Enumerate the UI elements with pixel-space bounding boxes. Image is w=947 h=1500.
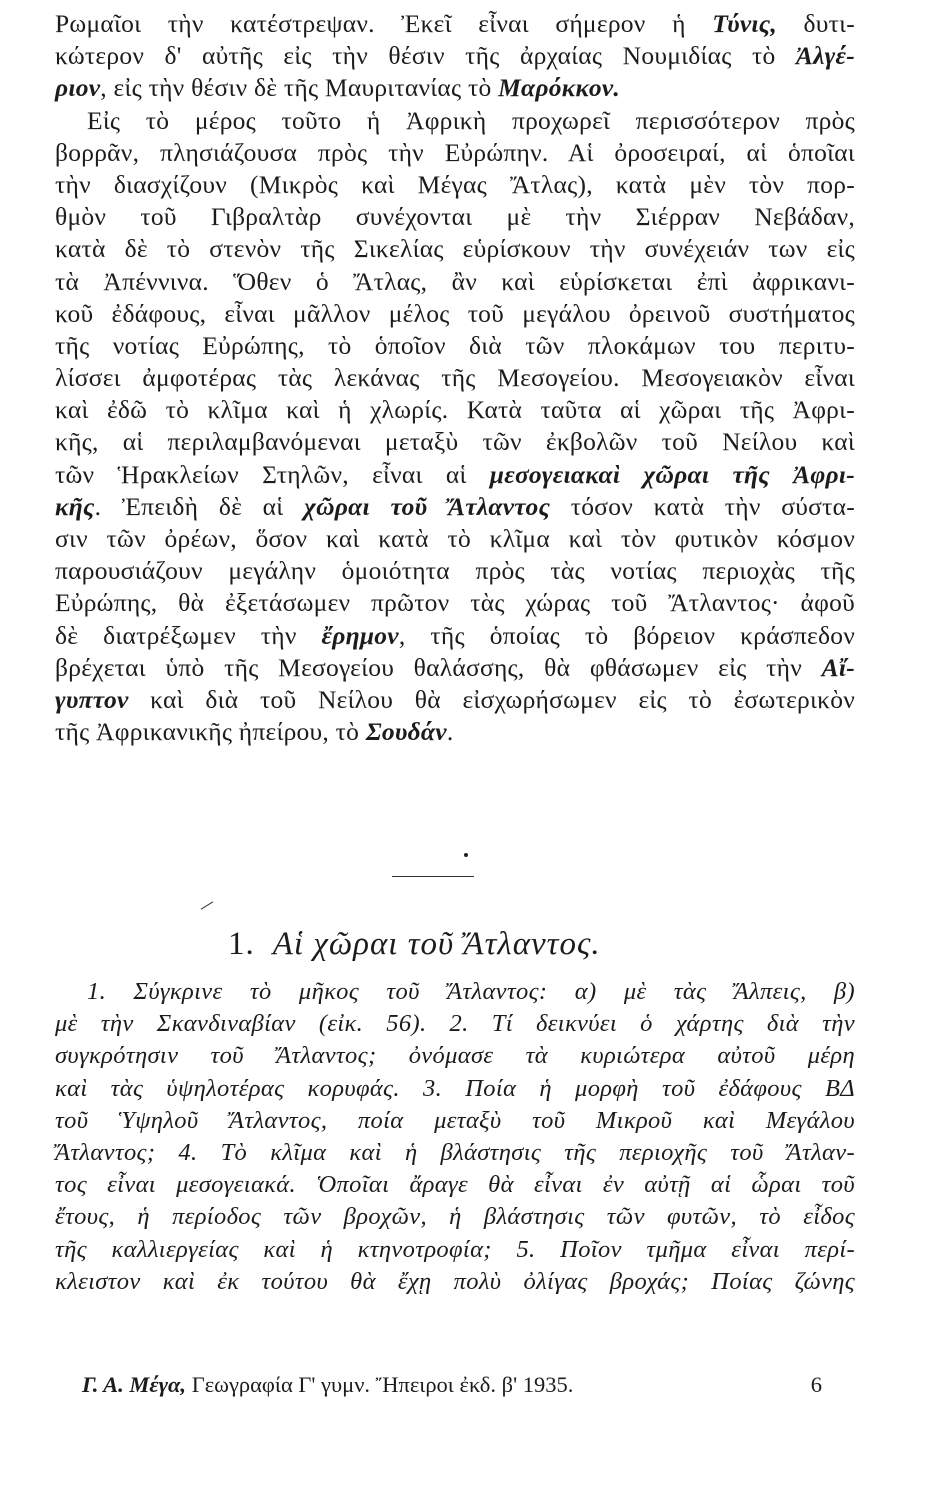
main-paragraph [55,8,855,748]
text-line [55,684,855,716]
text-run: δὲ διατρέξωμεν τὴν [55,620,322,650]
text-run: καὶ διὰ τοῦ Νείλου θὰ εἰσχωρήσωμεν εἰς τὸ ἐσωτερικὸν [128,684,855,714]
text-run: Εἰς τὸ μέρος τοῦτο ἡ Ἀφρικὴ προχωρεῖ περισσότερον πρὸς [87,105,855,135]
emphasized-term: Ἀλγέ- [795,41,855,71]
text-run: λίσσει ἀμφοτέρας τὰς λεκάνας τῆς Μεσογείου. Μεσογειακὸν εἶναι [55,363,855,393]
exercise-line: καὶ τὰς ὑψηλοτέρας κορυφάς. 3. Ποία ἡ μορφὴ τοῦ ἐδάφους ΒΔ [55,1074,855,1102]
text-run: κοῦ ἐδάφους, εἶναι μᾶλλον μέλος τοῦ μεγάλου ὀρεινοῦ συστήματος [55,298,855,328]
text-run: κατὰ δὲ τὸ στενὸν τῆς Σικελίας εὑρίσκουν τὴν συνέχειάν των εἰς [55,234,855,264]
text-run: παρουσιάζουν μεγάλην ὁμοιότητα πρὸς τὰς νοτίας περιοχὰς τῆς [55,556,855,586]
exercise-line: τοῦ Ὑψηλοῦ Ἄτλαντος, ποία μεταξὺ τοῦ Μικροῦ καὶ Μεγάλου [55,1106,855,1134]
exercise-questions [55,976,855,1298]
exercise-line: Ἄτλαντος; 4. Τὸ κλῖμα καὶ ἡ βλάστησις τῆς περιοχῆς τοῦ Ἄτλαν- [55,1138,855,1166]
text-run: . [446,717,454,747]
text-line [55,459,855,491]
text-line [55,233,855,265]
exercise-line: μὲ τὴν Σκανδιναβίαν (εἰκ. 56). 2. Τί δεικνύει ὁ χάρτης διὰ τὴν [55,1010,855,1038]
text-run: , εἰς τὴν θέσιν δὲ τῆς Μαυριτανίας τὸ [100,73,499,103]
exercise-line: τος εἶναι μεσογειακά. Ὁποῖαι ἄραγε θὰ εἶναι ἐν αὐτῇ αἱ ὧραι τοῦ [55,1171,855,1199]
exercise-line: κλειστον καὶ ἐκ τούτου θὰ ἔχῃ πολὺ ὀλίγας βροχάς; Ποίας ζώνης [55,1267,855,1295]
text-line [55,587,855,619]
section-number: 1. [228,926,255,962]
exercise-line: συγκρότησιν τοῦ Ἄτλαντος; ὀνόμασε τὰ κυριώτερα αὐτοῦ μέρη [55,1042,855,1070]
text-line [55,362,855,394]
text-line [55,40,855,72]
text-run: θμὸν τοῦ Γιβραλτὰρ συνέχονται μὲ τὴν Σιέρραν Νεβάδαν, [55,202,855,232]
ink-dot [464,853,468,857]
text-line [55,491,855,523]
footer-author: Γ. Α. Μέγα, [82,1372,187,1397]
emphasized-term: ἔρημον [321,620,399,650]
footer-citation: Γεωγραφία Γ' γυμν. Ἤπειροι ἐκδ. β' 1935. [191,1372,574,1397]
text-line [55,201,855,233]
emphasized-term: ριον [55,73,101,103]
section-heading [228,926,601,963]
text-run: βρέχεται ὑπὸ τῆς Μεσογείου θαλάσσης, θὰ φθάσωμεν εἰς τὴν [55,652,822,682]
text-line [55,137,855,169]
text-run: τὴν διασχίζουν (Μικρὸς καὶ Μέγας Ἄτλας), κατὰ μὲν τὸν πορ- [55,169,855,199]
pen-mark [201,901,213,909]
text-run: καὶ ἐδῶ τὸ κλῖμα καὶ ἡ χλωρίς. Κατὰ ταῦτα αἱ χῶραι τῆς Ἀφρι- [55,395,855,425]
text-line [55,330,855,362]
emphasized-term: κῆς [55,491,95,521]
text-line [55,266,855,298]
text-line [55,72,855,104]
text-line [55,620,855,652]
text-run: τὰ Ἀπέννινα. Ὅθεν ὁ Ἄτλας, ἂν καὶ εὑρίσκεται ἐπὶ ἀφρικανι- [55,266,855,296]
text-run: τῆς Ἀφρικανικῆς ἠπείρου, τὸ [55,717,366,747]
text-run: σιν τῶν ὀρέων, ὅσον καὶ κατὰ τὸ κλῖμα καὶ τὸν φυτικὸν κόσμον [55,524,855,553]
text-line [55,394,855,426]
emphasized-term: Μαρόκκον. [498,73,621,103]
text-run: τόσον κατὰ τὴν σύστα- [550,491,855,521]
text-run: τῆς νοτίας Εὐρώπης, τὸ ὁποῖον διὰ τῶν πλοκάμων του περιτυ- [55,330,855,360]
exercise-line: 1. Σύγκρινε τὸ μῆκος τοῦ Ἄτλαντος: α) μὲ τὰς Ἄλπεις, β) [87,978,855,1005]
page-number: 6 [810,1372,822,1397]
text-line [55,8,855,40]
text-line [55,716,855,748]
exercise-line: τῆς καλλιεργείας καὶ ἡ κτηνοτροφία; 5. Ποῖον τμῆμα εἶναι περί- [55,1235,855,1263]
emphasized-term: Τύνις, [712,9,777,38]
section-divider [392,876,474,877]
emphasized-term: Αἴ- [821,652,855,682]
text-run: . Ἐπειδὴ δὲ αἱ [94,491,304,521]
text-run: Εὐρώπης, θὰ ἐξετάσωμεν πρῶτον τὰς χώρας τοῦ Ἄτλαντος· ἀφοῦ [55,588,855,618]
text-line [55,555,855,587]
text-run: , τῆς ὁποίας τὸ βόρειον κράσπεδον [398,620,855,650]
text-line [55,523,855,555]
text-run: κῆς, αἱ περιλαμβανόμεναι μεταξὺ τῶν ἐκβολῶν τοῦ Νείλου καὶ [55,427,855,457]
page-footer [82,1372,822,1398]
text-line [55,426,855,458]
text-line [55,652,855,684]
text-run: κώτερον δ' αὐτῆς εἰς τὴν θέσιν τῆς ἀρχαίας Νουμιδίας τὸ [55,41,796,71]
emphasized-term: χῶραι τοῦ Ἄτλαντος [303,491,551,521]
text-run: Ρωμαῖοι τὴν κατέστρεψαν. Ἐκεῖ εἶναι σήμερον ἡ [55,9,713,38]
text-line [55,298,855,330]
emphasized-term: Σουδάν [365,717,447,747]
emphasized-term: μεσογειακαὶ χῶραι τῆς Ἀφρι- [489,459,855,489]
exercise-line: ἔτους, ἡ περίοδος τῶν βροχῶν, ἡ βλάστησις τῶν φυτῶν, τὸ εἶδος [55,1203,855,1231]
emphasized-term: γυπτον [55,684,129,714]
section-title: Αἱ χῶραι τοῦ Ἄτλαντος. [272,926,601,962]
text-run: δυτι- [776,9,855,38]
text-run: βορρᾶν, πλησιάζουσα πρὸς τὴν Εὐρώπην. Αἱ ὀροσειραί, αἱ ὁποῖαι [55,137,855,167]
text-line [55,105,855,137]
text-run: τῶν Ἡρακλείων Στηλῶν, εἶναι αἱ [55,459,490,489]
text-line [55,169,855,201]
